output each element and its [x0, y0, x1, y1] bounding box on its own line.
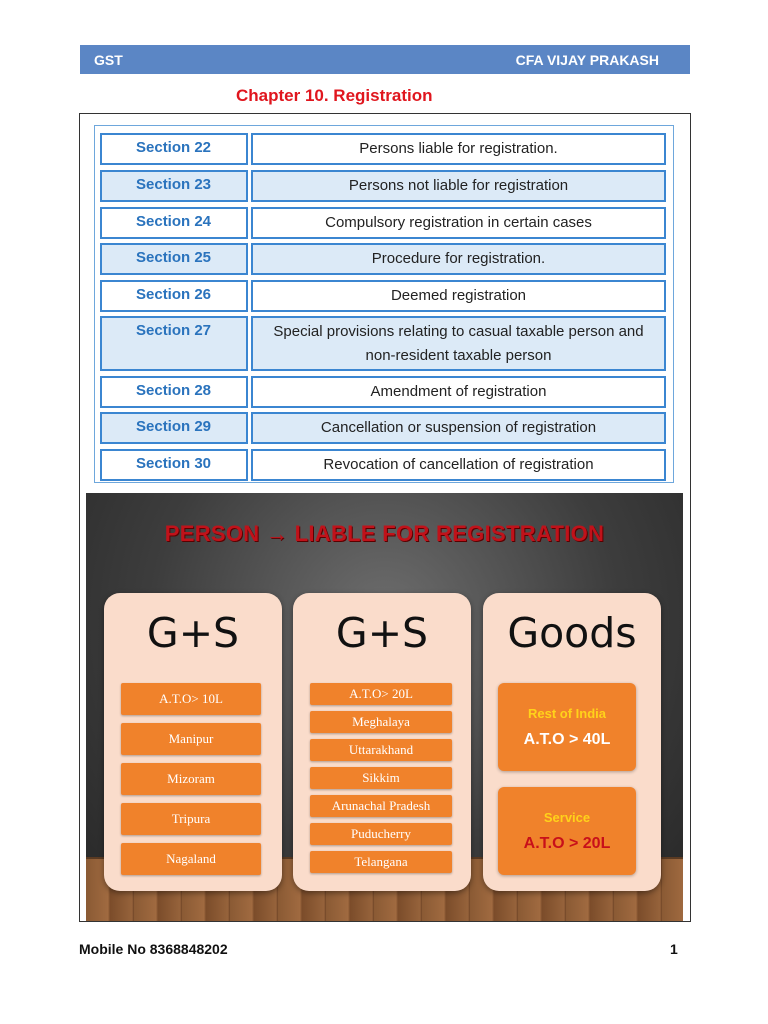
- section-number: Section 29: [100, 412, 248, 444]
- section-title: Persons not liable for registration: [251, 170, 666, 202]
- state-pill: Arunachal Pradesh: [310, 795, 452, 817]
- header-subject: GST: [94, 51, 123, 68]
- slide-heading: PERSON → LIABLE FOR REGISTRATION: [164, 521, 605, 546]
- threshold-pill: A.T.O> 10L: [121, 683, 261, 715]
- state-pill: Meghalaya: [310, 711, 452, 733]
- state-pill: Tripura: [121, 803, 261, 835]
- section-title-line: non-resident taxable person: [365, 346, 552, 364]
- rest-of-india-box: [498, 683, 636, 771]
- box-value: A.T.O > 40L: [523, 730, 611, 748]
- registration-slide: [86, 493, 683, 921]
- card-title: G+S: [335, 609, 429, 657]
- page-header: [80, 45, 690, 74]
- state-pill: Sikkim: [310, 767, 452, 789]
- section-title: Cancellation or suspension of registration: [251, 412, 666, 444]
- state-pill: Manipur: [121, 723, 261, 755]
- state-pill: Uttarakhand: [310, 739, 452, 761]
- state-pill: Puducherry: [310, 823, 452, 845]
- section-number: Section 30: [100, 449, 248, 481]
- section-number: Section 27: [100, 316, 248, 371]
- footer-mobile: Mobile No 8368848202: [79, 941, 228, 957]
- state-pill: Mizoram: [121, 763, 261, 795]
- card-title: G+S: [146, 609, 240, 657]
- box-label: Service: [543, 809, 591, 825]
- page-number: 1: [670, 941, 678, 957]
- section-number: Section 24: [100, 207, 248, 239]
- box-label: Rest of India: [527, 705, 606, 721]
- state-pill: Telangana: [310, 851, 452, 873]
- section-number: Section 26: [100, 280, 248, 312]
- section-row: [100, 316, 666, 371]
- section-title: Persons liable for registration.: [251, 133, 666, 165]
- section-number: Section 28: [100, 376, 248, 408]
- section-title: Revocation of cancellation of registration: [251, 449, 666, 481]
- section-row: [100, 449, 666, 481]
- section-title-line: Special provisions relating to casual taxable person and: [273, 322, 644, 340]
- state-pill: Nagaland: [121, 843, 261, 875]
- card-gs-special-states: [104, 593, 282, 891]
- card-title: Goods: [507, 609, 637, 657]
- section-row: [100, 133, 666, 165]
- chapter-title: Chapter 10. Registration: [236, 86, 433, 105]
- section-title: [251, 316, 666, 371]
- header-author: CFA VIJAY PRAKASH: [515, 51, 659, 68]
- section-row: [100, 376, 666, 408]
- section-row: [100, 412, 666, 444]
- section-title: Compulsory registration in certain cases: [251, 207, 666, 239]
- section-number: Section 22: [100, 133, 248, 165]
- section-title: Procedure for registration.: [251, 243, 666, 275]
- card-goods: [483, 593, 661, 891]
- section-row: [100, 207, 666, 239]
- section-row: [100, 280, 666, 312]
- section-number: Section 25: [100, 243, 248, 275]
- section-number: Section 23: [100, 170, 248, 202]
- section-title: Amendment of registration: [251, 376, 666, 408]
- service-box: [498, 787, 636, 875]
- section-row: [100, 170, 666, 202]
- box-value: A.T.O > 20L: [523, 834, 611, 852]
- card-gs-other-states: [293, 593, 471, 891]
- threshold-pill: A.T.O> 20L: [310, 683, 452, 705]
- section-title: Deemed registration: [251, 280, 666, 312]
- section-row: [100, 243, 666, 275]
